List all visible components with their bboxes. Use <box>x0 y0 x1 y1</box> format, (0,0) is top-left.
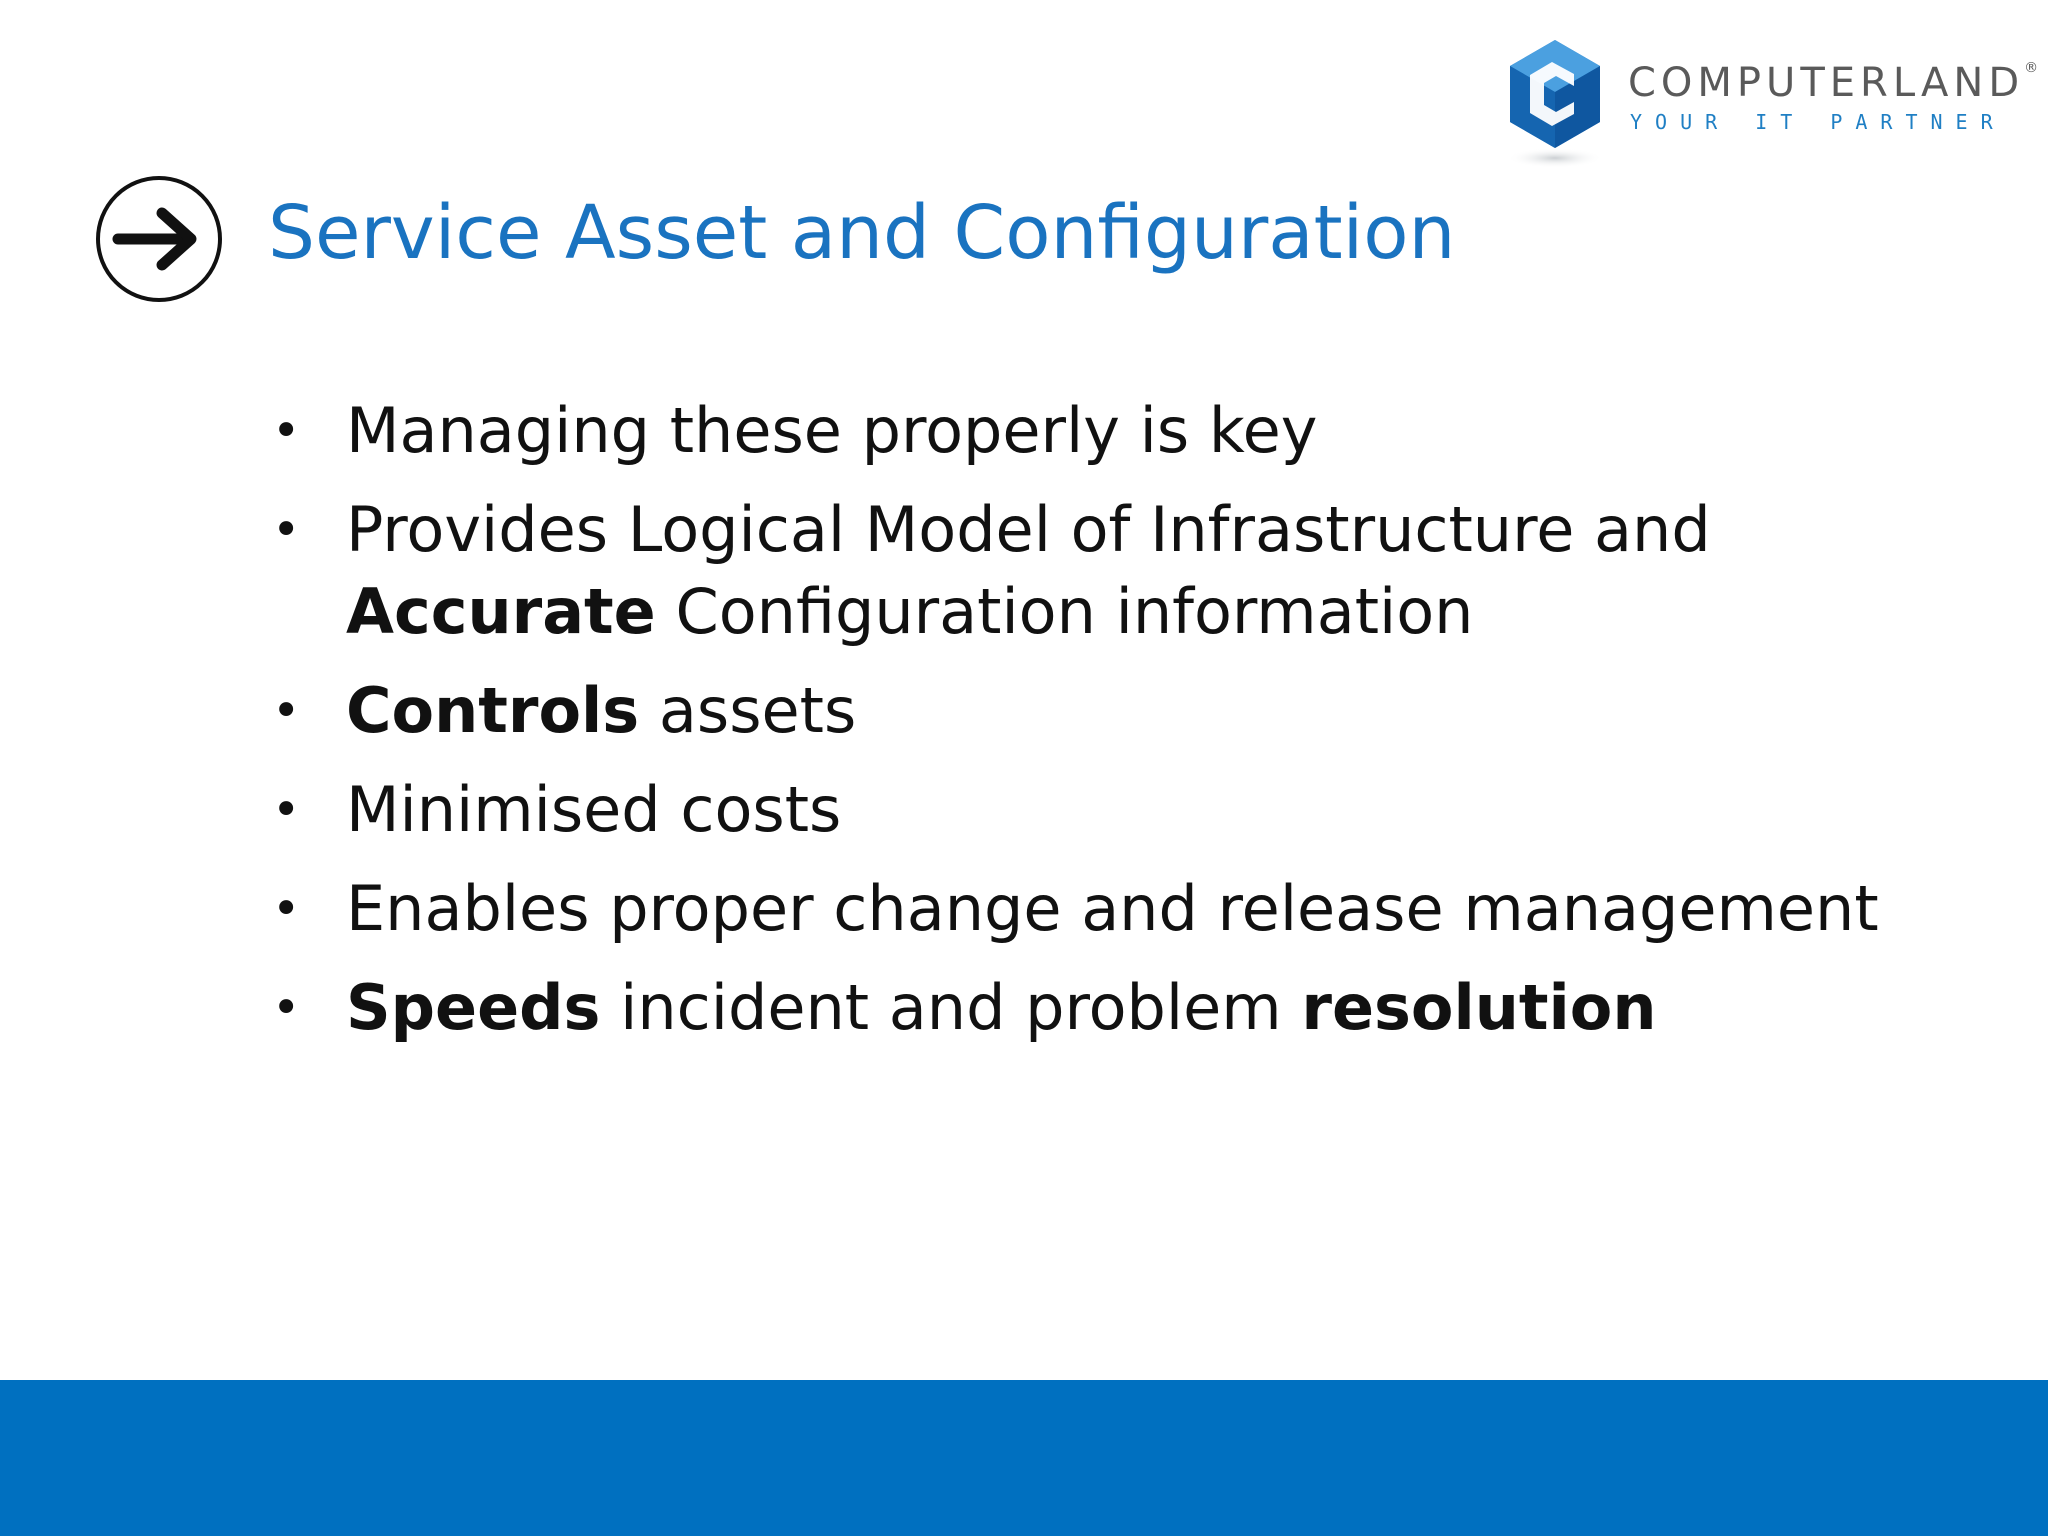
bullet-bold-text: resolution <box>1301 971 1657 1044</box>
logo-name-text: COMPUTERLAND <box>1628 60 2025 106</box>
bullet-item <box>262 868 1962 950</box>
bullet-marker: • <box>272 782 301 838</box>
bullet-list <box>262 390 1962 1066</box>
bullet-item <box>262 390 1962 472</box>
computerland-logo <box>1500 30 2039 180</box>
bullet-item <box>262 769 1962 851</box>
arrow-right-circle-icon <box>94 174 224 304</box>
bullet-marker: • <box>272 881 301 937</box>
bullet-text: Enables proper change and release management <box>346 872 1879 945</box>
bullet-text: Provides Logical Model of Infrastructure and <box>346 493 1711 566</box>
bullet-item <box>262 967 1962 1049</box>
bullet-marker: • <box>272 683 301 739</box>
logo-registered-mark: ® <box>2024 60 2039 76</box>
bullet-marker: • <box>272 502 301 558</box>
bullet-text: Minimised costs <box>346 773 842 846</box>
bullet-text: Managing these properly is key <box>346 394 1318 467</box>
bullet-item <box>262 670 1962 752</box>
logo-wordmark <box>1628 60 2038 106</box>
bullet-text: incident and problem <box>600 971 1302 1044</box>
bullet-bold-text: Controls <box>346 674 640 747</box>
bullet-item <box>262 489 1962 653</box>
footer-band <box>0 1380 2048 1536</box>
bullet-text: assets <box>639 674 857 747</box>
bullet-marker: • <box>272 403 301 459</box>
slide-title: Service Asset and Configuration <box>268 190 1456 276</box>
bullet-text: Configuration information <box>655 575 1474 648</box>
logo-tagline: YOUR IT PARTNER <box>1630 110 2006 134</box>
bullet-bold-text: Accurate <box>346 575 656 648</box>
bullet-marker: • <box>272 980 301 1036</box>
computerland-cube-icon <box>1500 30 1610 170</box>
bullet-bold-text: Speeds <box>346 971 601 1044</box>
